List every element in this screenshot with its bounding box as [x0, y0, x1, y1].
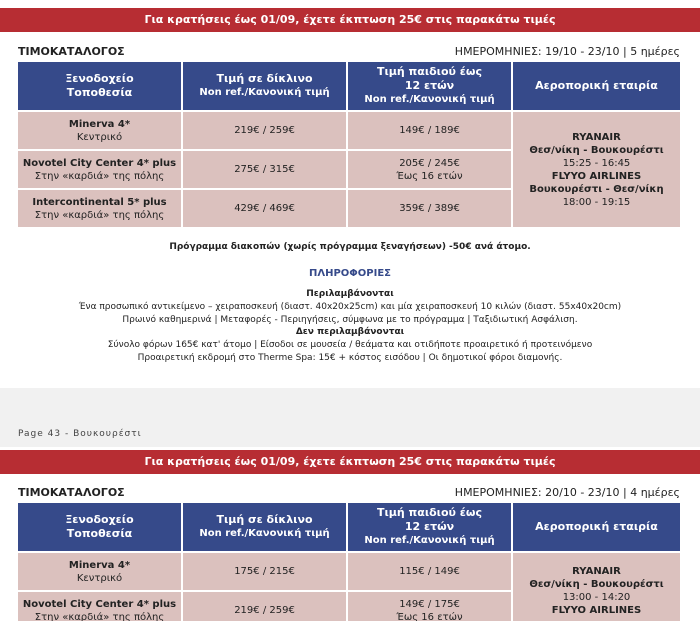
double-price-cell: 219€ / 259€	[183, 110, 348, 149]
hotel-cell: Minerva 4* Κεντρικό	[18, 110, 183, 149]
header-airline: Αεροπορική εταιρία	[513, 62, 680, 110]
price-list-header	[18, 45, 680, 59]
header-airline: Αεροπορική εταιρία	[513, 503, 680, 551]
excluded-line: Προαιρετική εκδρομή στο Therme Spa: 15€ + κόστος εισόδου | Οι δημοτικοί φόροι διαμονής.	[137, 353, 563, 363]
child-price-cell: 359€ / 389€	[348, 188, 513, 227]
table-header-row	[18, 503, 680, 551]
airline-cell: RYANAIR Θεσ/νίκη - Βουκουρέστι 13:00 - 14:20 FLYYO AIRLINES	[513, 551, 680, 621]
child-price-cell: 149€ / 175€ Έως 16 ετών	[348, 590, 513, 621]
double-price-cell: 275€ / 315€	[183, 149, 348, 188]
price-table	[18, 62, 680, 227]
price-list-title: ΤΙΜΟΚΑΤΑΛΟΓΟΣ	[18, 45, 125, 58]
header-hotel: Ξενοδοχείο Τοποθεσία	[18, 503, 183, 551]
info-title: ΠΛΗΡΟΦΟΡΙΕΣ	[308, 268, 392, 279]
excluded-line: Σύνολο φόρων 165€ κατ' άτομο | Είσοδοι σε μουσεία / θεάματα και οτιδήποτε προαιρετικό ή προτεινόμενο	[107, 340, 593, 350]
included-line: Ένα προσωπικό αντικείμενο – χειραποσκευή (διαστ. 40x20x25cm) και μία χειραποσκευή 10 κιλών (διαστ. 55x40x20cm)	[78, 302, 622, 312]
included-line: Πρωινό καθημερινά | Μεταφορές - Περιηγήσεις, σύμφωνα με το πρόγραμμα | Ταξιδιωτική Ασφάλιση.	[122, 315, 578, 325]
table-row	[18, 110, 680, 149]
hotel-cell: Novotel City Center 4* plus Στην «καρδιά» της πόλης	[18, 149, 183, 188]
page-label: Page 43 - Βουκουρέστι	[18, 429, 142, 439]
price-list-header	[18, 486, 680, 500]
price-list-title: ΤΙΜΟΚΑΤΑΛΟΓΟΣ	[18, 486, 125, 499]
header-double-price: Τιμή σε δίκλινο Non ref./Κανονική τιμή	[183, 62, 348, 110]
header-hotel: Ξενοδοχείο Τοποθεσία	[18, 62, 183, 110]
header-double-price: Τιμή σε δίκλινο Non ref./Κανονική τιμή	[183, 503, 348, 551]
discount-banner: Για κρατήσεις έως 01/09, έχετε έκπτωση 25€ στις παρακάτω τιμές	[0, 450, 700, 474]
included-title: Περιλαμβάνονται	[306, 289, 394, 299]
discount-banner: Για κρατήσεις έως 01/09, έχετε έκπτωση 25€ στις παρακάτω τιμές	[0, 8, 700, 32]
child-price-cell: 115€ / 149€	[348, 551, 513, 590]
table-header-row	[18, 62, 680, 110]
child-price-cell: 149€ / 189€	[348, 110, 513, 149]
excluded-title: Δεν περιλαμβάνονται	[295, 327, 405, 337]
discount-note: Πρόγραμμα διακοπών (χωρίς πρόγραμμα ξεναγήσεων) -50€ ανά άτομο.	[169, 242, 531, 252]
dates-label: ΗΜΕΡΟΜΗΝΙΕΣ: 19/10 - 23/10 | 5 ημέρες	[454, 45, 680, 58]
header-child-price: Τιμή παιδιού έως 12 ετών Non ref./Κανονική τιμή	[348, 62, 513, 110]
child-price-cell: 205€ / 245€ Έως 16 ετών	[348, 149, 513, 188]
table-row	[18, 551, 680, 590]
airline-cell: RYANAIR Θεσ/νίκη - Βουκουρέστι 15:25 - 16:45 FLYYO AIRLINES Βουκουρέστι - Θεσ/νίκη 18:00 - 19:15	[513, 110, 680, 227]
price-table	[18, 503, 680, 621]
double-price-cell: 175€ / 215€	[183, 551, 348, 590]
hotel-cell: Novotel City Center 4* plus Στην «καρδιά» της πόλης	[18, 590, 183, 621]
catalog-page-2	[0, 447, 700, 621]
hotel-cell: Intercontinental 5* plus Στην «καρδιά» της πόλης	[18, 188, 183, 227]
double-price-cell: 219€ / 259€	[183, 590, 348, 621]
hotel-cell: Minerva 4* Κεντρικό	[18, 551, 183, 590]
header-child-price: Τιμή παιδιού έως 12 ετών Non ref./Κανονική τιμή	[348, 503, 513, 551]
dates-label: ΗΜΕΡΟΜΗΝΙΕΣ: 20/10 - 23/10 | 4 ημέρες	[454, 486, 680, 499]
double-price-cell: 429€ / 469€	[183, 188, 348, 227]
